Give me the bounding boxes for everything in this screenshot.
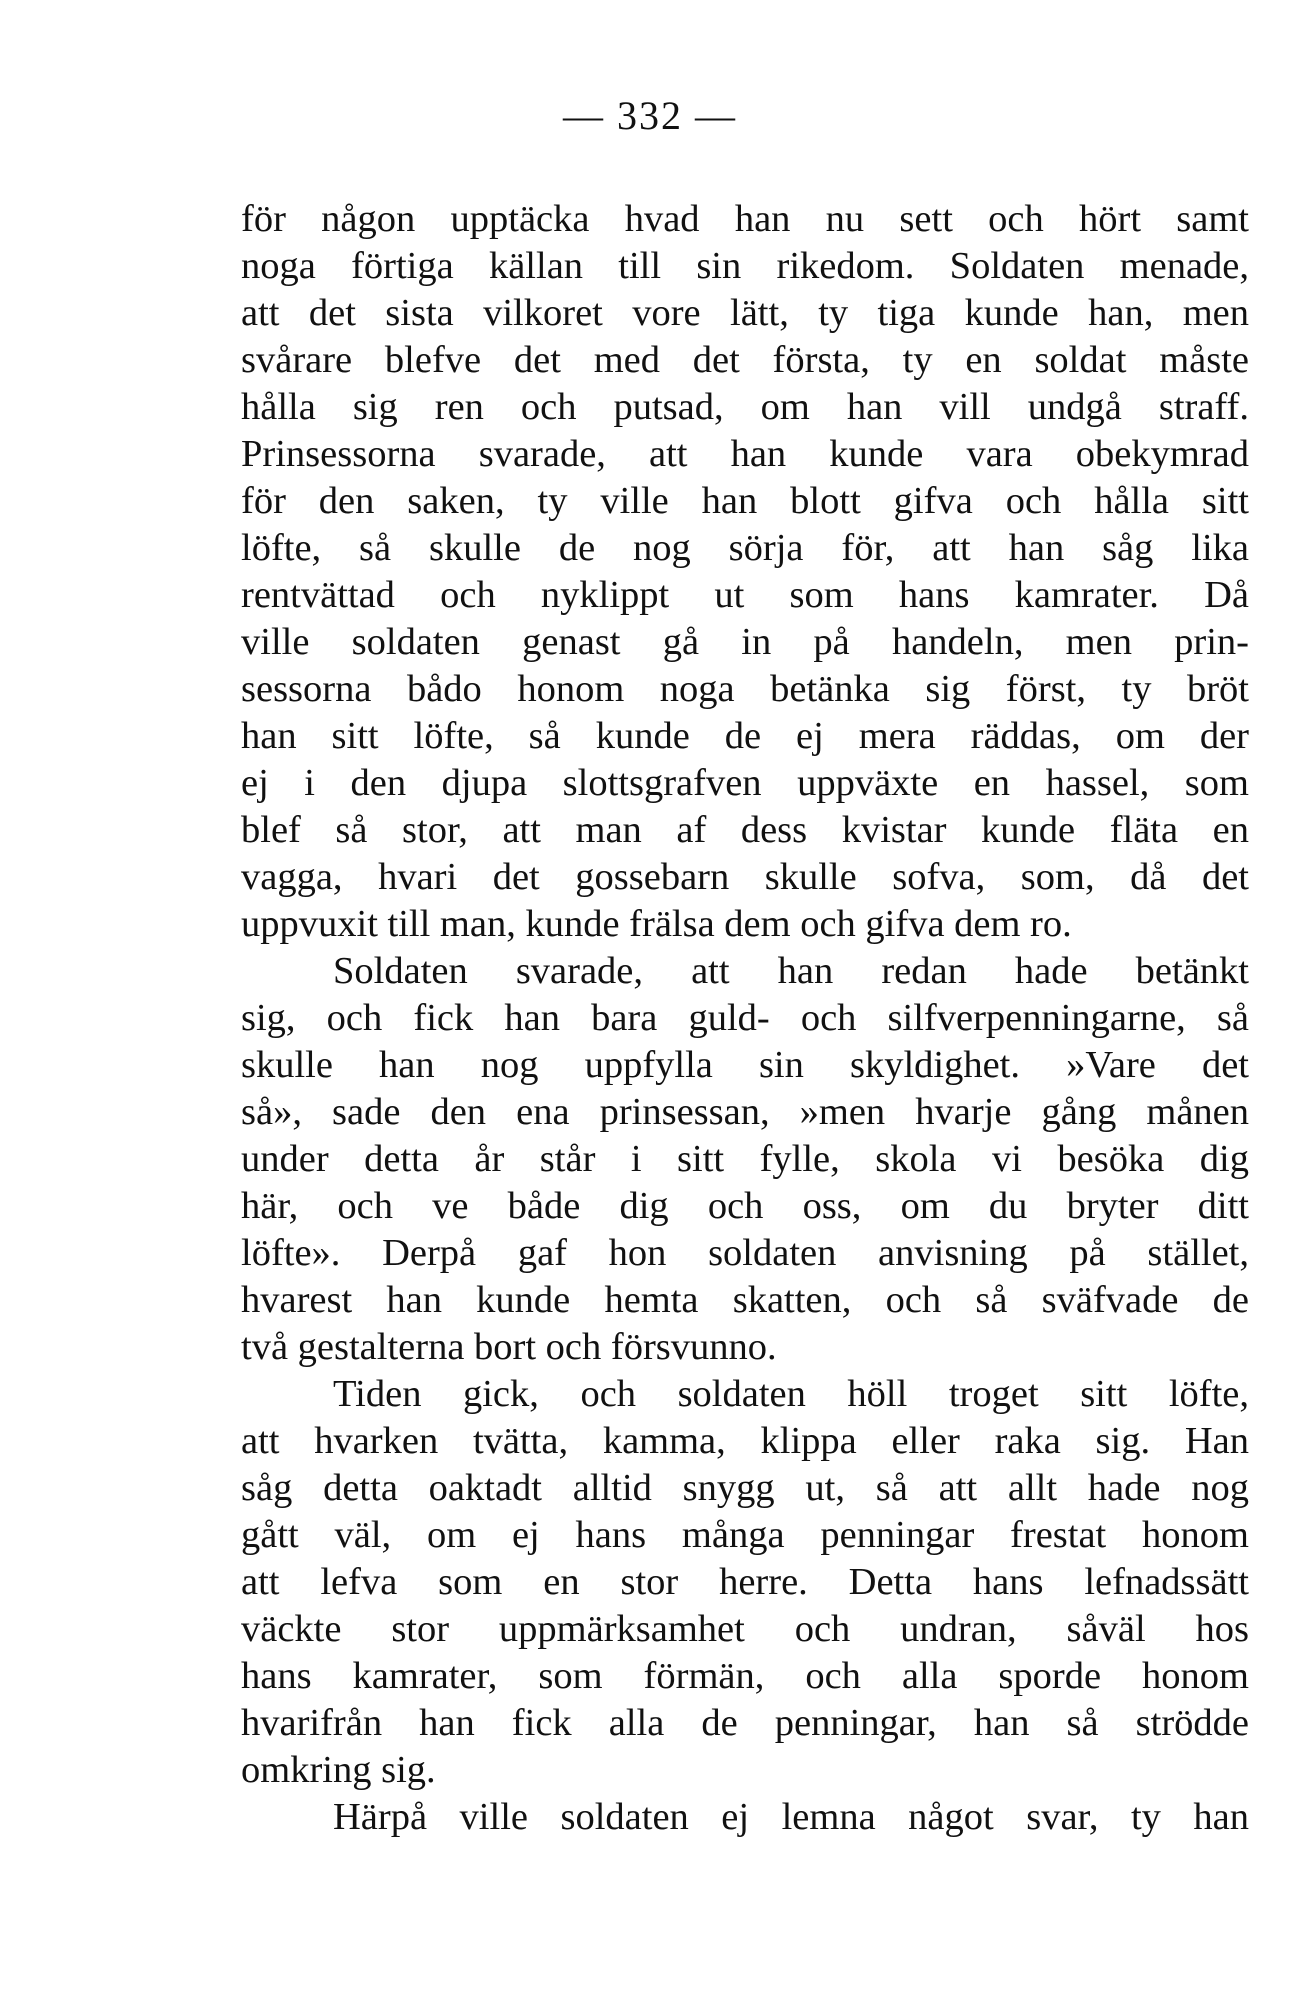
text-line: hvarifrån han fick alla de penningar, han så strödde — [241, 1702, 1249, 1744]
text-line: omkring sig. — [241, 1749, 436, 1791]
text-line: hålla sig ren och putsad, om han vill undgå straff. — [241, 386, 1249, 428]
text-line: noga förtiga källan till sin rikedom. Soldaten menade, — [241, 245, 1249, 287]
text-line: blef så stor, att man af dess kvistar kunde fläta en — [241, 809, 1249, 851]
text-line: under detta år står i sitt fylle, skola vi besöka dig — [241, 1138, 1249, 1180]
text-line: svårare blefve det med det första, ty en soldat måste — [241, 339, 1249, 381]
text-line: att det sista vilkoret vore lätt, ty tiga kunde han, men — [241, 292, 1249, 334]
text-line: löfte, så skulle de nog sörja för, att han såg lika — [241, 527, 1249, 569]
text-line: rentvättad och nyklippt ut som hans kamrater. Då — [241, 574, 1249, 616]
text-line: här, och ve både dig och oss, om du bryter ditt — [241, 1185, 1249, 1227]
text-line: att hvarken tvätta, kamma, klippa eller raka sig. Han — [241, 1420, 1249, 1462]
text-line: för den saken, ty ville han blott gifva och hålla sitt — [241, 480, 1249, 522]
text-line: väckte stor uppmärksamhet och undran, såväl hos — [241, 1608, 1249, 1650]
text-line: hvarest han kunde hemta skatten, och så sväfvade de — [241, 1279, 1249, 1321]
text-line: sig, och fick han bara guld- och silfverpenningarne, så — [241, 997, 1249, 1039]
text-line: Prinsessorna svarade, att han kunde vara obekymrad — [241, 433, 1249, 475]
text-line: för någon upptäcka hvad han nu sett och hört samt — [241, 198, 1249, 240]
text-line: två gestalterna bort och försvunno. — [241, 1326, 777, 1368]
text-line: han sitt löfte, så kunde de ej mera räddas, om der — [241, 715, 1249, 757]
text-line: vagga, hvari det gossebarn skulle sofva, som, då det — [241, 856, 1249, 898]
text-line: Härpå ville soldaten ej lemna något svar, ty han — [333, 1796, 1249, 1838]
text-line: ej i den djupa slottsgrafven uppväxte en hassel, som — [241, 762, 1249, 804]
text-line: sessorna bådo honom noga betänka sig först, ty bröt — [241, 668, 1249, 710]
page-number: — 332 — — [563, 93, 737, 138]
text-line: ville soldaten genast gå in på handeln, men prin- — [241, 621, 1249, 663]
text-line: uppvuxit till man, kunde frälsa dem och gifva dem ro. — [241, 903, 1072, 945]
text-line: Soldaten svarade, att han redan hade betänkt — [333, 950, 1249, 992]
text-line: Tiden gick, och soldaten höll troget sitt löfte, — [333, 1373, 1249, 1415]
text-line: gått väl, om ej hans många penningar frestat honom — [241, 1514, 1249, 1556]
text-line: löfte». Derpå gaf hon soldaten anvisning på stället, — [241, 1232, 1249, 1274]
text-line: att lefva som en stor herre. Detta hans lefnadssätt — [241, 1561, 1249, 1603]
text-line: såg detta oaktadt alltid snygg ut, så att allt hade nog — [241, 1467, 1249, 1509]
text-line: hans kamrater, som förmän, och alla sporde honom — [241, 1655, 1249, 1697]
text-line: skulle han nog uppfylla sin skyldighet. »Vare det — [241, 1044, 1249, 1086]
text-line: så», sade den ena prinsessan, »men hvarje gång månen — [241, 1091, 1249, 1133]
